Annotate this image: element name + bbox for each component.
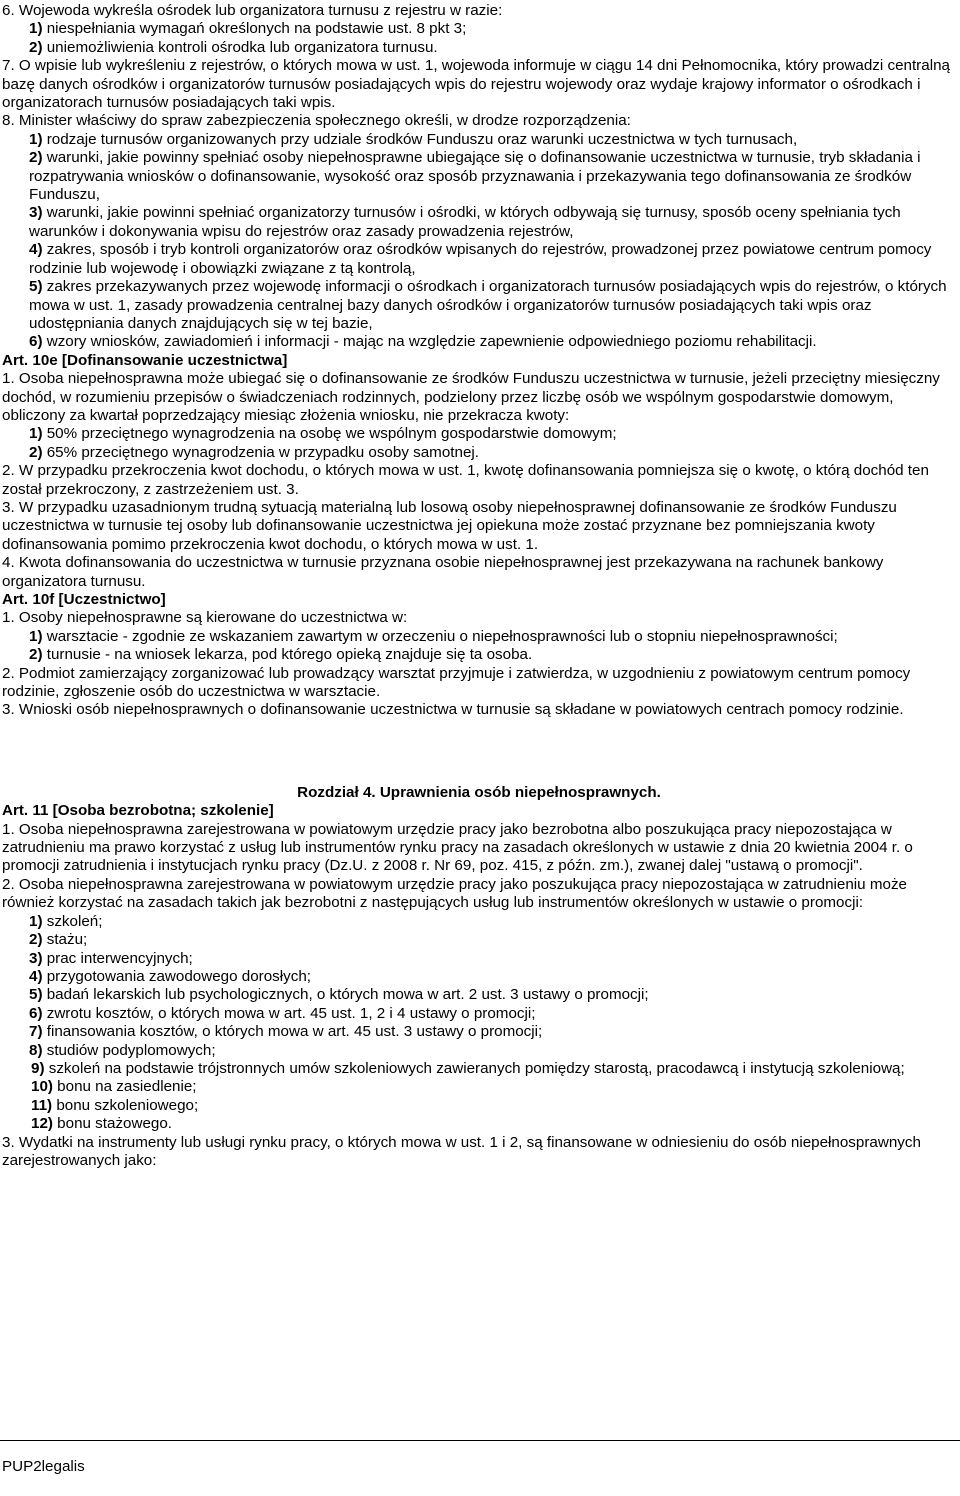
list-item-number: 2)	[29, 38, 43, 56]
list-item-text: bonu szkoleniowego;	[52, 1096, 199, 1114]
list-item-number: 4)	[29, 241, 43, 259]
list-item-number: 1)	[29, 627, 43, 645]
list-item-text: finansowania kosztów, o których mowa w art. 45 ust. 3 ustawy o promocji;	[42, 1023, 543, 1041]
list-item-number: 3)	[29, 949, 43, 967]
document-page	[2, 2, 956, 1170]
list-item	[2, 204, 956, 241]
article-10e-paragraph-1: 1. Osoba niepełnosprawna może ubiegać się o dofinansowanie ze środków Funduszu uczestnictwa w turnusie, jeżeli przeciętny miesięczny dochód, w rozumieniu przepisów o świadczeniach rodzinnych, podzielony przez liczbę osób we wspólnym gospodarstwie domowym, obliczony za kwartał poprzedzający miesiąc złożenia wniosku, nie przekracza kwoty:	[2, 370, 940, 424]
article-11-paragraph-2: 2. Osoba niepełnosprawna zarejestrowana w powiatowym urzędzie pracy jako poszukująca pracy niepozostająca w zatrudnieniu może również korzystać na zasadach takich jak bezrobotni z następujących usług lub instrumentów określonych w ustawie o promocji:	[2, 875, 907, 912]
article-10e-paragraph-2: 2. W przypadku przekroczenia kwot dochodu, o których mowa w ust. 1, kwotę dofinansowania pomniejsza się o kwotę, o którą dochód ten został przekroczony, z zastrzeżeniem ust. 3.	[2, 462, 929, 498]
article-10e-paragraph-4: 4. Kwota dofinansowania do uczestnictwa w turnusie przyznana osobie niepełnosprawnej jest przekazywana na rachunek bankowy organizatora turnusu.	[2, 554, 884, 590]
list-item-number: 2)	[29, 931, 43, 949]
list-item-text: szkoleń na podstawie trójstronnych umów szkoleniowych zawieranych pomiędzy starostą, pracodawcą i instytucją szkoleniową;	[44, 1059, 905, 1077]
list-item-text: wzory wniosków, zawiadomień i informacji - mając na względzie zapewnienie odpowiedniego poziomu rehabilitacji.	[42, 333, 817, 351]
list-item	[2, 444, 956, 462]
list-item-text: rodzaje turnusów organizowanych przy udziale środków Funduszu oraz warunki uczestnictwa w tych turnusach,	[42, 130, 798, 148]
list-item-number: 9)	[31, 1059, 45, 1077]
list-item	[2, 278, 956, 333]
list-item-number: 2)	[29, 443, 43, 461]
list-item	[2, 931, 956, 949]
list-item-number: 1)	[29, 425, 43, 443]
article-10f-paragraph-3: 3. Wnioski osób niepełnosprawnych o dofinansowanie uczestnictwa w turnusie są składane w powiatowych centrach pomocy rodzinie.	[2, 701, 904, 719]
list-item	[2, 1078, 956, 1096]
list-item-text: prac interwencyjnych;	[42, 949, 193, 967]
list-item-text: bonu stażowego.	[52, 1115, 173, 1133]
list-item	[2, 1097, 956, 1115]
list-item	[2, 646, 956, 664]
list-item-number: 3)	[29, 204, 43, 222]
list-item-text: studiów podyplomowych;	[42, 1041, 216, 1059]
list-item-number: 6)	[29, 333, 43, 351]
list-item	[2, 39, 956, 57]
list-item-text: szkoleń;	[42, 912, 103, 930]
list-item-number: 2)	[29, 149, 43, 167]
chapter-4-title: Rozdział 4. Uprawnienia osób niepełnosprawnych.	[297, 783, 661, 801]
article-10f-heading: Art. 10f [Uczestnictwo]	[2, 591, 166, 608]
list-item-number: 7)	[29, 1023, 43, 1041]
list-item-number: 5)	[29, 278, 43, 296]
list-item-text: zwrotu kosztów, o których mowa w art. 45 ust. 1, 2 i 4 ustawy o promocji;	[42, 1004, 536, 1022]
list-item	[2, 1005, 956, 1023]
list-item-number: 8)	[29, 1041, 43, 1059]
article-10f-paragraph-1: 1. Osoby niepełnosprawne są kierowane do uczestnictwa w:	[2, 609, 408, 627]
list-item-text: niespełniania wymagań określonych na podstawie ust. 8 pkt 3;	[42, 20, 467, 38]
section-8-intro: 8. Minister właściwy do spraw zabezpieczenia społecznego określi, w drodze rozporządzenia:	[2, 112, 631, 130]
section-spacer	[2, 720, 956, 784]
footer-label: PUP2legalis	[2, 1458, 85, 1475]
list-item-text: badań lekarskich lub psychologicznych, o których mowa w art. 2 ust. 3 ustawy o promocji;	[42, 986, 649, 1004]
list-item-text: turnusie - na wniosek lekarza, pod którego opieką znajduje się ta osoba.	[42, 646, 533, 664]
list-item	[2, 986, 956, 1004]
list-item	[2, 1023, 956, 1041]
list-item	[2, 950, 956, 968]
list-item-number: 1)	[29, 130, 43, 148]
list-item	[2, 333, 956, 351]
list-item-text: bonu na zasiedlenie;	[52, 1078, 197, 1096]
list-item-text: stażu;	[42, 931, 88, 949]
article-11-paragraph-1: 1. Osoba niepełnosprawna zarejestrowana w powiatowym urzędzie pracy jako bezrobotna albo poszukująca pracy niepozostająca w zatrudnieniu ma prawo korzystać z usług lub instrumentów rynku pracy na zasadach określonych w ustawie z dnia 20 kwietnia 2004 r. o promocji zatrudnienia i instytucjach rynku pracy (Dz.U. z 2008 r. Nr 69, poz. 415, z późn. zm.), zwanej dalej "ustawą o promocji".	[2, 820, 913, 875]
list-item-text: warunki, jakie powinny spełniać osoby niepełnosprawne ubiegające się o dofinansowanie uczestnictwa w turnusie, tryb składania i rozpatrywania wniosków o dofinansowanie, wysokość oraz sposób przyznawania i przekazywania tego dofinansowania ze środków Funduszu,	[29, 149, 921, 204]
list-item	[2, 149, 956, 204]
list-item-number: 11)	[31, 1096, 53, 1114]
list-item	[2, 241, 956, 278]
article-11-paragraph-3: 3. Wydatki na instrumenty lub usługi rynku pracy, o których mowa w ust. 1 i 2, są finansowane w odniesieniu do osób niepełnosprawnych zarejestrowanych jako:	[2, 1133, 921, 1169]
list-item-text: 65% przeciętnego wynagrodzenia w przypadku osoby samotnej.	[42, 443, 479, 461]
article-10f-paragraph-2: 2. Podmiot zamierzający zorganizować lub prowadzący warsztat przyjmuje i zatwierdza, w uzgodnieniu z powiatowym centrum pomocy rodzinie, zgłoszenie osób do uczestnictwa w warsztacie.	[2, 664, 911, 701]
list-item-number: 6)	[29, 1004, 43, 1022]
list-item	[2, 20, 956, 38]
list-item-text: zakres przekazywanych przez wojewodę informacji o ośrodkach i organizatorach turnusów posiadających wpis do rejestrów, o których mowa w ust. 1, zasady prowadzenia centralnej bazy danych ośrodków i organizatorów turnusów posiadających taki wpis oraz udostępniania danych znajdujących się w tej bazie,	[29, 278, 947, 332]
list-item	[2, 628, 956, 646]
list-item	[2, 425, 956, 443]
section-6-intro: 6. Wojewoda wykreśla ośrodek lub organizatora turnusu z rejestru w razie:	[2, 2, 503, 19]
list-item	[2, 131, 956, 149]
article-11-heading: Art. 11 [Osoba bezrobotna; szkolenie]	[2, 802, 274, 820]
list-item-number: 4)	[29, 967, 43, 985]
list-item-text: uniemożliwienia kontroli ośrodka lub organizatora turnusu.	[42, 38, 438, 56]
list-item-text: warunki, jakie powinni spełniać organizatorzy turnusów i ośrodki, w których odbywają się turnusy, sposób oceny spełniania tych warunków i dokonywania wpisu do rejestrów oraz zasady prowadzenia rejestrów,	[29, 204, 901, 240]
section-7-paragraph: 7. O wpisie lub wykreśleniu z rejestrów, o których mowa w ust. 1, wojewoda informuje w ciągu 14 dni Pełnomocnika, który prowadzi centralną bazę danych ośrodków i organizatorów turnusów posiadających wpis do rejestru wojewody oraz wydaje krajowy informator o ośrodkach i organizatorach turnusów posiadających taki wpis.	[2, 57, 950, 112]
list-item-text: 50% przeciętnego wynagrodzenia na osobę we wspólnym gospodarstwie domowym;	[42, 425, 617, 443]
list-item-text: warsztacie - zgodnie ze wskazaniem zawartym w orzeczeniu o niepełnosprawności lub o stopniu niepełnosprawności;	[42, 627, 838, 645]
article-10e-heading: Art. 10e [Dofinansowanie uczestnictwa]	[2, 351, 288, 369]
list-item	[2, 1115, 956, 1133]
list-item-number: 1)	[29, 20, 43, 38]
list-item	[2, 1042, 956, 1060]
list-item-number: 12)	[31, 1115, 53, 1133]
list-item-number: 1)	[29, 912, 43, 930]
list-item-text: zakres, sposób i tryb kontroli organizatorów oraz ośrodków wpisanych do rejestrów, prowadzonej przez powiatowe centrum pomocy rodzinie lub wojewodę i obowiązki związane z tą kontrolą,	[29, 241, 932, 277]
list-item	[2, 1060, 956, 1078]
list-item	[2, 913, 956, 931]
list-item-text: przygotowania zawodowego dorosłych;	[42, 967, 311, 985]
list-item-number: 10)	[31, 1078, 53, 1096]
footer-divider	[0, 1440, 960, 1441]
list-item-number: 5)	[29, 986, 43, 1004]
list-item	[2, 968, 956, 986]
list-item-number: 2)	[29, 646, 43, 664]
article-10e-paragraph-3: 3. W przypadku uzasadnionym trudną sytuacją materialną lub losową osoby niepełnosprawnej dofinansowanie ze środków Funduszu uczestnictwa w turnusie tej osoby lub dofinansowanie uczestnictwa jej opiekuna może zostać przyznane bez pomniejszania kwoty dofinansowania pomimo przekroczenia kwot dochodu, o których mowa w ust. 1.	[2, 498, 897, 553]
